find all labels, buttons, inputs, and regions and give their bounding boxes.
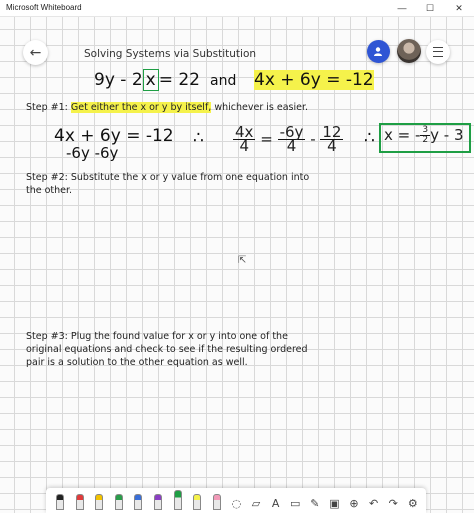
menu-button[interactable] <box>426 40 450 64</box>
answer-lhs: x = - <box>384 126 421 144</box>
pen-blue-icon <box>134 494 142 510</box>
step-3-line-1: Step #3: Plug the found value for x or y into one of the <box>26 331 288 342</box>
pen-blue-tool[interactable] <box>130 492 146 510</box>
answer <box>384 126 464 145</box>
note-icon: ▭ <box>289 497 301 510</box>
title-bar <box>0 0 474 17</box>
settings-icon: ⚙ <box>407 497 418 510</box>
answer-fraction: $\frac{3}{2}$ <box>422 125 429 145</box>
insert-icon: ⊕ <box>349 497 359 510</box>
equals-sign: = <box>260 130 273 148</box>
whiteboard-canvas[interactable] <box>0 17 474 513</box>
note-tool[interactable] <box>287 492 303 510</box>
pen-green-selected-icon <box>174 490 182 510</box>
step-1-highlight: Get either the x or y by itself, <box>70 102 212 113</box>
eraser-icon <box>213 494 221 510</box>
image-tool[interactable] <box>326 492 342 510</box>
pen-red-tool[interactable] <box>72 492 88 510</box>
lasso-tool[interactable] <box>228 492 244 510</box>
highlighter-icon <box>193 494 201 510</box>
fraction-left: $\frac{4x}{4}$ <box>235 123 254 155</box>
comment-icon: ✎ <box>310 497 320 510</box>
text-icon: A <box>271 497 280 510</box>
minus-sign: - <box>310 130 316 148</box>
hamburger-icon <box>433 47 443 57</box>
highlighter-tool[interactable] <box>189 492 205 510</box>
undo-tool[interactable] <box>366 492 382 510</box>
undo-icon: ↶ <box>368 497 379 510</box>
ruler-tool[interactable] <box>248 492 264 510</box>
therefore-symbol-1: ∴ <box>193 128 204 148</box>
eraser-tool[interactable] <box>209 492 225 510</box>
image-icon: ▣ <box>329 497 340 510</box>
pen-green-icon <box>115 494 123 510</box>
step-3-line-2: original equations and check to see if the resulting ordered <box>26 344 308 355</box>
step-2-line-2: the other. <box>26 185 73 196</box>
close-button[interactable]: ✕ <box>455 3 463 13</box>
pen-black-tool[interactable] <box>52 492 68 510</box>
insert-tool[interactable] <box>346 492 362 510</box>
equation-1 <box>94 70 200 90</box>
step-3 <box>26 330 308 369</box>
pen-purple-tool[interactable] <box>150 492 166 510</box>
pen-red-icon <box>76 494 84 510</box>
app-title: Microsoft Whiteboard <box>6 3 82 12</box>
redo-icon: ↷ <box>388 497 398 510</box>
mouse-cursor-icon: ⇱ <box>238 255 247 266</box>
answer-rhs: y - 3 <box>430 126 464 144</box>
pen-yellow-tool[interactable] <box>91 492 107 510</box>
comment-tool[interactable] <box>307 492 323 510</box>
fraction-right: $\frac{12}{4}$ <box>322 123 342 155</box>
pen-green-tool[interactable] <box>111 492 127 510</box>
equation-1-part2: = 22 <box>158 70 200 90</box>
and-text: and <box>210 73 237 89</box>
boxed-x: x <box>143 69 159 91</box>
board-title: Solving Systems via Substitution <box>84 48 257 60</box>
lasso-icon: ◌ <box>231 497 242 510</box>
person-add-icon <box>373 46 384 57</box>
arrow-left-icon: ← <box>29 44 42 61</box>
pen-purple-icon <box>154 494 162 510</box>
pen-black-icon <box>56 494 64 510</box>
step-3-line-3: pair is a solution to the other equation as well. <box>26 357 248 368</box>
step-2-line-1: Step #2: Substitute the x or y value from one equation into <box>26 172 310 183</box>
share-button[interactable] <box>367 40 390 63</box>
work-line-1: 4x + 6y = -12 <box>54 126 174 146</box>
step-2 <box>26 171 309 197</box>
redo-tool[interactable] <box>385 492 401 510</box>
step-1-label: Step #1: <box>26 102 68 113</box>
pen-green-selected-tool[interactable] <box>170 492 186 510</box>
avatar[interactable] <box>397 39 421 63</box>
pen-yellow-icon <box>95 494 103 510</box>
step-1 <box>26 101 308 114</box>
back-button[interactable] <box>23 40 48 65</box>
inking-toolbar <box>46 488 426 513</box>
ruler-icon: ▱ <box>251 497 261 510</box>
equation-1-part1: 9y - 2 <box>94 70 143 90</box>
settings-tool[interactable] <box>405 492 421 510</box>
minimize-button[interactable]: — <box>397 3 407 13</box>
maximize-button[interactable]: ☐ <box>425 3 435 13</box>
text-tool[interactable] <box>268 492 284 510</box>
therefore-symbol-2: ∴ <box>364 128 375 148</box>
division-step <box>233 123 343 155</box>
fraction-mid: $\frac{-6y}{4}$ <box>279 123 304 155</box>
work-line-2: -6y -6y <box>66 144 119 162</box>
equation-2: 4x + 6y = -12 <box>254 70 374 90</box>
step-1-rest: whichever is easier. <box>214 102 309 113</box>
